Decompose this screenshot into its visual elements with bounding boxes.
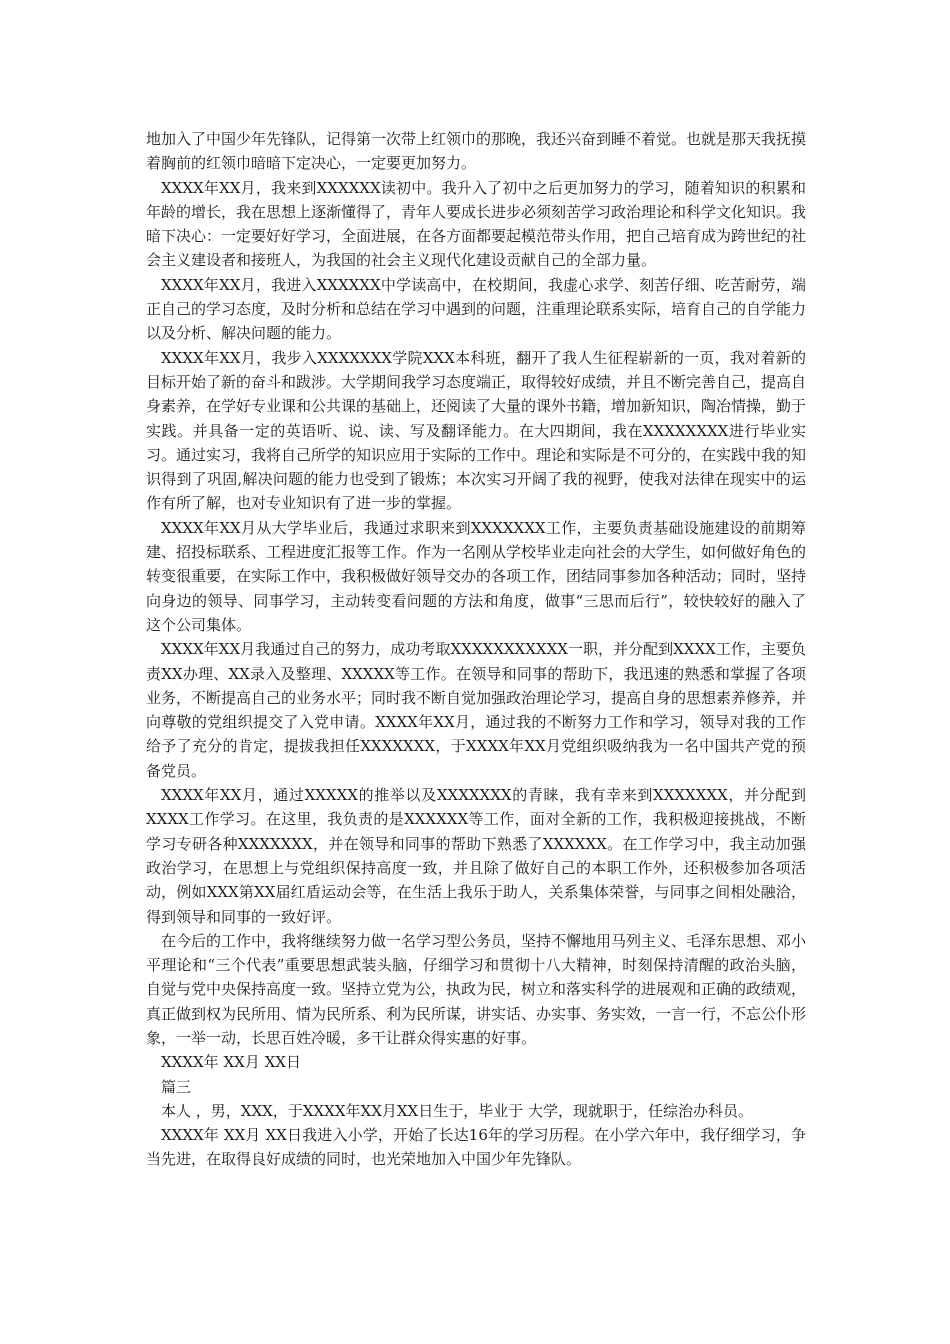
paragraph-personal-info: 本人 ，男，XXX，于XXXX年XX月XX日生于，毕业于 大学，现就职于，任综治办科员。: [161, 1101, 754, 1120]
paragraph-first-job: XXXX年XX月从大学毕业后，我通过求职来到XXXXXXX工作，主要负责基础设施建设的前期筹建、招投标联系、工程进度汇报等工作。作为一名刚从学校毕业走向社会的大学生，如何做好角色的转变很重要，在实际工作中，我积极做好领导交办的各项工作，团结同事参加各种活动；同时，坚持向身边的领导、同事学习，主动转变看问题的方法和角度，做事“三思而后行”，较快较好的融入了这个公司集体。: [146, 518, 807, 634]
document-body: [146, 127, 806, 1172]
paragraph-senior-high: XXXX年XX月，我进入XXXXXX中学读高中，在校期间，我虚心求学、刻苦仔细、吃苦耐劳，端正自己的学习态度，及时分析和总结在学习中遇到的问题，注重理论联系实际，培育自己的自学能力以及分析、解决问题的能力。: [146, 275, 807, 343]
paragraph-university: XXXX年XX月，我步入XXXXXXX学院XXX本科班，翻开了我人生征程崭新的一页，我对着新的目标开始了新的奋斗和跋涉。大学期间我学习态度端正，取得较好成绩，并且不断完善自己，提高自身素养，在学好专业课和公共课的基础上，还阅读了大量的课外书籍，增加新知识，陶冶情操，勤于实践。并具备一定的英语听、说、读、写及翻译能力。在大四期间，我在XXXXXXXX进行毕业实习。通过实习，我将自己所学的知识应用于实际的工作中。理论和实际是不可分的，在实践中我的知识得到了巩固,解决问题的能力也受到了锻炼；本次实习开阔了我的视野，使我对法律在现实中的运作有所了解，也对专业知识有了进一步的掌握。: [146, 348, 807, 513]
paragraph-junior-high: XXXX年XX月，我来到XXXXXX读初中。我升入了初中之后更加努力的学习，随着知识的积累和年龄的增长，我在思想上逐渐懂得了，青年人要成长进步必须刻苦学习政治理论和科学文化知识。我暗下决心：一定要好好学习，全面进展，在各方面都要起模范带头作用，把自己培育成为跨世纪的社会主义建设者和接班人，为我国的社会主义现代化建设贡献自己的全部力量。: [146, 178, 807, 270]
paragraph-future-work: 在今后的工作中，我将继续努力做一名学习型公务员，坚持不懈地用马列主义、毛泽东思想、邓小平理论和“三个代表”重要思想武装头脑，仔细学习和贯彻十八大精神，时刻保持清醒的政治头脑，自觉与党中央保持高度一致。坚持立党为公，执政为民，树立和落实科学的进展观和正确的政绩观，真正做到权为民所用、情为民所系、利为民所谋，讲实话、办实事、务实效，一言一行，不忘公仆形象，一举一动，长思百姓冷暖，多干让群众得实惠的好事。: [146, 931, 807, 1047]
paragraph-continuation: 地加入了中国少年先锋队，记得第一次带上红领巾的那晚，我还兴奋到睡不着觉。也就是那天我抚摸着胸前的红领巾暗暗下定决心，一定要更加努力。: [146, 130, 807, 173]
paragraph-transfer: XXXX年XX月，通过XXXXX的推举以及XXXXXXX的青睐，我有幸来到XXXXXXX，并分配到XXXX工作学习。在这里，我负责的是XXXXXX等工作，面对全新的工作，我积极迎接挑战，不断学习专研各种XXXXXXX，并在领导和同事的帮助下熟悉了XXXXXX。在工作学习中，我主动加强政治学习，在思想上与党组织保持高度一致，并且除了做好自己的本职工作外，还积极参加各项活动，例如XXX第XX届红盾运动会等，在生活上我乐于助人，关系集体荣誉，与同事之间相处融洽，得到领导和同事的一致好评。: [146, 786, 806, 926]
section-heading: 篇三: [161, 1077, 192, 1096]
paragraph-primary-school: XXXX年 XX月 XX日我进入小学，开始了长达16年的学习历程。在小学六年中，我仔细学习，争当先进，在取得良好成绩的同时，也光荣地加入中国少年先锋队。: [146, 1126, 806, 1169]
date-line: XXXX年 XX月 XX日: [161, 1053, 301, 1072]
paragraph-civil-service: XXXX年XX月我通过自己的努力，成功考取XXXXXXXXXXX一职，并分配到XXXX工作，主要负责XX办理、XX录入及整理、XXXXX等工作。在领导和同事的帮助下，我迅速的熟悉和掌握了各项业务，不断提高自己的业务水平；同时我不断自觉加强政治理论学习，提高自身的思想素养修养，并向尊敬的党组织提交了入党申请。XXXX年XX月，通过我的不断努力工作和学习，领导对我的工作给予了充分的肯定，提拔我担任XXXXXXX，于XXXX年XX月党组织吸纳我为一名中国共产党的预备党员。: [146, 640, 807, 780]
